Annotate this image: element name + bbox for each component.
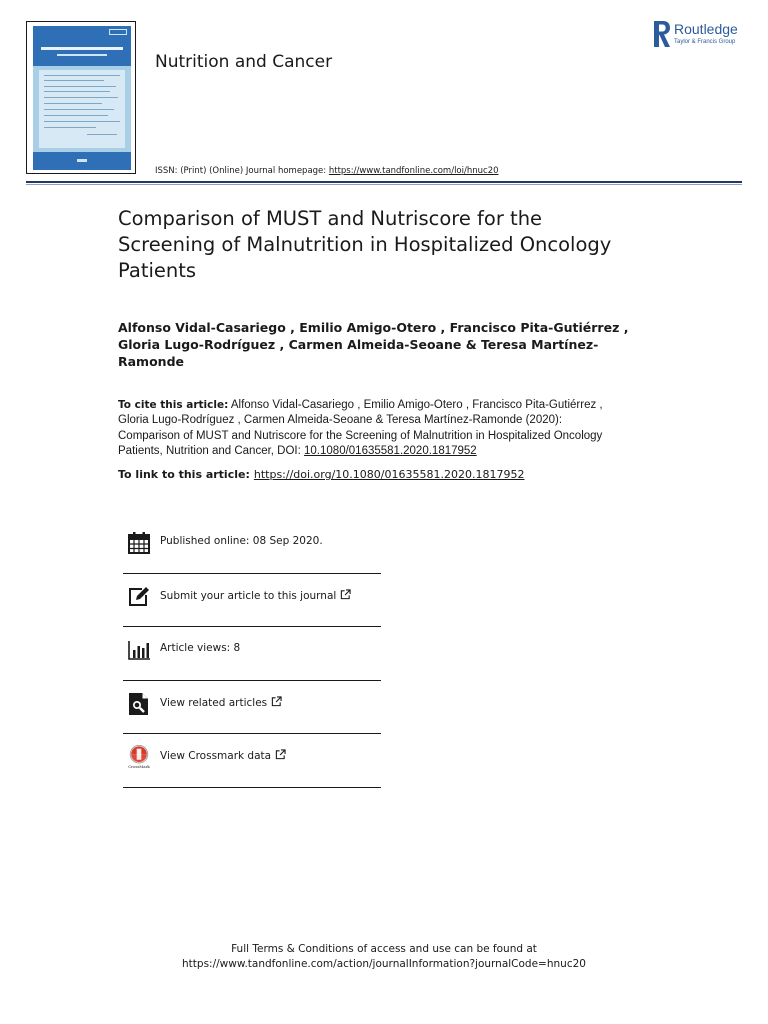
article-title-line: Patients xyxy=(118,259,197,282)
cover-subtitle-mark xyxy=(57,54,107,56)
article-title-line: Screening of Malnutrition in Hospitalized Oncology xyxy=(118,233,612,256)
related-articles-row[interactable] xyxy=(123,681,381,735)
article-link-row xyxy=(118,467,524,482)
crossmark-link[interactable] xyxy=(160,749,286,762)
journal-homepage-link[interactable]: https://www.tandfonline.com/loi/hnuc20 xyxy=(328,166,499,176)
edit-icon xyxy=(127,585,151,609)
cover-title-mark xyxy=(41,47,123,50)
terms-url[interactable]: https://www.tandfonline.com/action/journalInformation?journalCode=hnuc20 xyxy=(182,958,586,970)
related-articles-text: View related articles xyxy=(160,696,268,709)
cover-volume-box xyxy=(109,29,127,35)
crossmark-row[interactable] xyxy=(123,734,381,788)
publisher-logo[interactable] xyxy=(654,20,746,50)
submit-article-text: Submit your article to this journal xyxy=(160,589,337,602)
cover-contents-page xyxy=(39,70,125,148)
citation-line xyxy=(118,444,678,459)
citation-text: Alfonso Vidal-Casariego , Emilio Amigo-Otero , Francisco Pita-Gutiérrez , xyxy=(228,399,603,411)
citation-lead: To cite this article: xyxy=(118,399,229,411)
issn-homepage-line xyxy=(155,166,499,176)
article-metadata-list xyxy=(123,520,381,788)
cover-publisher-logo xyxy=(77,159,87,162)
terms-line: Full Terms & Conditions of access and use can be found at xyxy=(231,943,537,955)
document-search-icon xyxy=(127,692,151,716)
doi-link[interactable]: 10.1080/01635581.2020.1817952 xyxy=(304,445,477,458)
cover-footer-band xyxy=(33,152,131,170)
related-articles-link[interactable] xyxy=(160,696,282,709)
external-link-icon xyxy=(340,589,351,600)
bar-chart-icon xyxy=(127,638,151,662)
article-link-lead: To link to this article: xyxy=(118,468,250,481)
external-link-icon xyxy=(271,696,282,707)
authors-line: Ramonde xyxy=(118,354,184,369)
article-authors xyxy=(118,319,678,370)
citation-line xyxy=(118,398,678,413)
header-divider xyxy=(26,181,742,183)
cover-artwork xyxy=(33,26,131,170)
terms-footer xyxy=(0,942,768,972)
published-online-row xyxy=(123,520,381,574)
citation-line: Comparison of MUST and Nutriscore for the Screening of Malnutrition in Hospitalized Oncology xyxy=(118,429,603,442)
publisher-group: Taylor & Francis Group xyxy=(674,39,736,45)
article-title xyxy=(118,206,718,284)
published-online-text: Published online: 08 Sep 2020. xyxy=(160,535,323,547)
citation-text: Patients, Nutrition and Cancer, DOI: xyxy=(118,445,305,458)
publisher-name: Routledge xyxy=(674,21,738,37)
submit-article-link[interactable] xyxy=(160,589,351,602)
authors-line: Alfonso Vidal-Casariego , Emilio Amigo-Otero , Francisco Pita-Gutiérrez , xyxy=(118,320,629,335)
issn-label: ISSN: (Print) (Online) Journal homepage: xyxy=(155,166,329,176)
header-divider-thin xyxy=(26,184,742,185)
article-title-line: Comparison of MUST and Nutriscore for the xyxy=(118,207,543,230)
journal-name: Nutrition and Cancer xyxy=(155,52,333,72)
cover-title-band xyxy=(33,26,131,66)
submit-article-row[interactable] xyxy=(123,574,381,628)
crossmark-text: View Crossmark data xyxy=(160,750,272,762)
external-link-icon xyxy=(275,749,286,760)
crossmark-icon xyxy=(127,745,151,769)
article-doi-url[interactable]: https://doi.org/10.1080/01635581.2020.1817952 xyxy=(253,468,525,481)
routledge-r-icon xyxy=(654,21,671,47)
calendar-icon xyxy=(127,531,151,555)
authors-line: Gloria Lugo-Rodríguez , Carmen Almeida-Seoane & Teresa Martínez- xyxy=(118,337,599,352)
citation-line: Gloria Lugo-Rodríguez , Carmen Almeida-Seoane & Teresa Martínez-Ramonde (2020): xyxy=(118,414,563,427)
article-views-text: Article views: 8 xyxy=(160,642,241,654)
crossmark-caption: CrossMark xyxy=(128,764,150,769)
journal-cover-image xyxy=(26,21,136,174)
citation-block xyxy=(118,398,678,460)
article-views-row xyxy=(123,627,381,681)
